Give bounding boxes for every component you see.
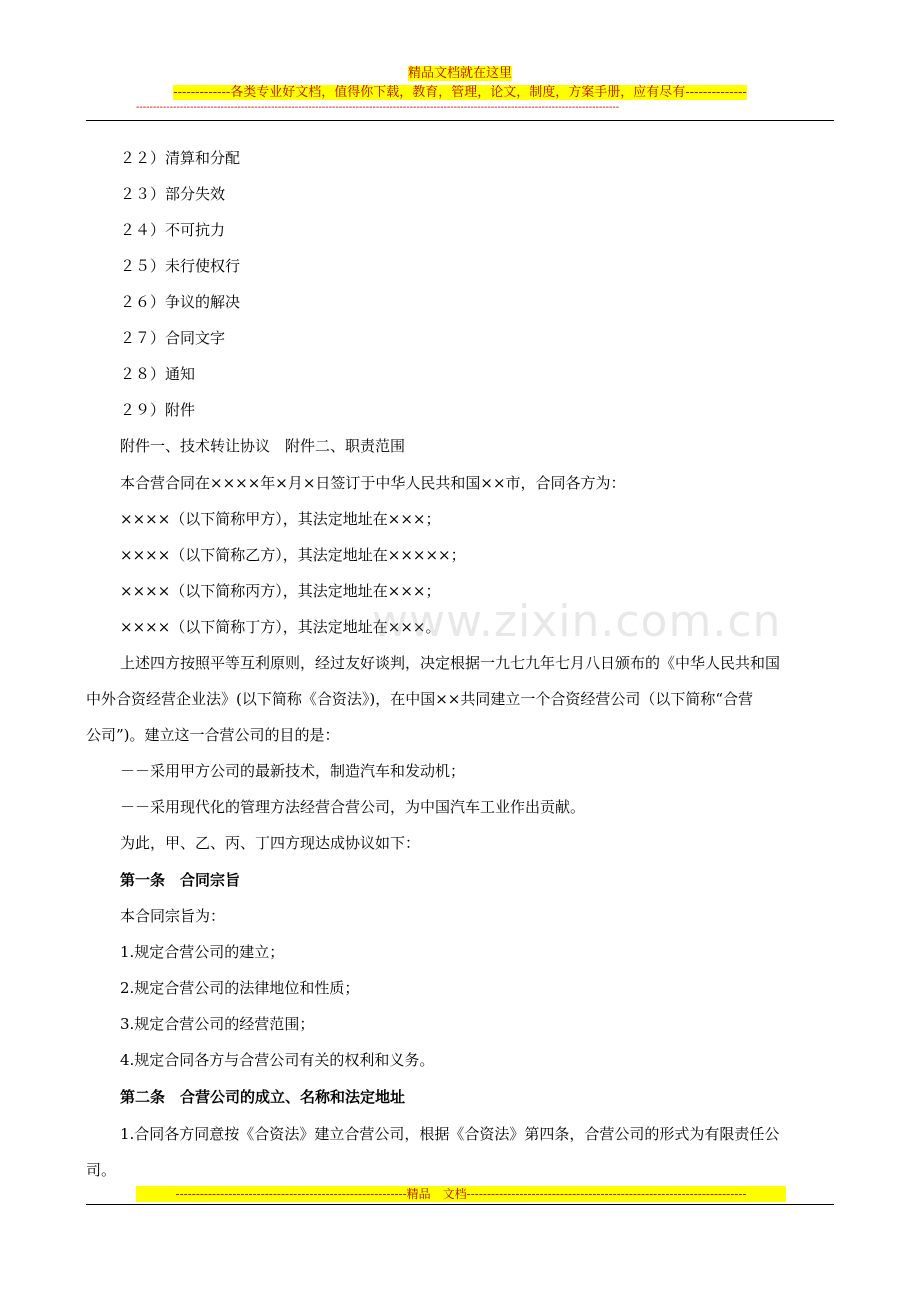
toc-item: ２７）合同文字: [120, 329, 226, 347]
party-d: ××××（以下简称丁方），其法定地址在×××。: [120, 618, 441, 636]
watermark: www.zixin.com.cn: [372, 596, 782, 647]
article-2-paragraph-line: 司。: [86, 1161, 117, 1179]
article-1-item: 2.规定合营公司的法律地位和性质；: [120, 979, 360, 997]
toc-item: ２８）通知: [120, 365, 196, 383]
article-1-item: 1.规定合营公司的建立；: [120, 943, 285, 961]
purpose-paragraph-line: 上述四方按照平等互利原则，经过友好谈判，决定根据一九七九年七月八日颁布的《中华人民共和国: [120, 654, 781, 672]
toc-item: ２４）不可抗力: [120, 221, 226, 239]
article-1-intro: 本合同宗旨为：: [120, 907, 226, 925]
party-a: ××××（以下简称甲方），其法定地址在×××；: [120, 510, 441, 528]
article-1-item: 3.规定合营公司的经营范围；: [120, 1015, 315, 1033]
purpose-item: －－采用甲方公司的最新技术，制造汽车和发动机；: [120, 762, 466, 780]
toc-item: ２３）部分失效: [120, 185, 226, 203]
agreement-line: 为此，甲、乙、丙、丁四方现达成协议如下：: [120, 834, 421, 852]
intro-paragraph: 本合营合同在××××年×月×日签订于中华人民共和国××市，合同各方为：: [120, 474, 626, 492]
article-2-paragraph-line: 1.合同各方同意按《合资法》建立合营公司，根据《合资法》第四条，合营公司的形式为有限责任公: [120, 1125, 780, 1143]
header-dashes: -----------------------------------------------------------------------------------------------------------------------------------------------: [136, 102, 620, 113]
footer-banner: ---------------------------------------------------------精品 文档---------------------------------------------------------------------: [136, 1186, 786, 1202]
article-2-title: 第二条 合营公司的成立、名称和法定地址: [120, 1088, 406, 1106]
purpose-paragraph-line: 中外合资经营企业法》(以下简称《合资法》)，在中国××共同建立一个合资经营公司（以下简称“合营: [86, 690, 754, 708]
footer-rule: [86, 1204, 834, 1205]
purpose-paragraph-line: 公司”)。建立这一合营公司的目的是：: [86, 726, 340, 744]
article-1-item: 4.规定合同各方与合营公司有关的权利和义务。: [120, 1051, 435, 1069]
header-title-text: 精品文档就在这里: [407, 66, 512, 81]
header-title: [0, 66, 920, 82]
toc-item: ２６）争议的解决: [120, 293, 241, 311]
toc-item: ２９）附件: [120, 401, 196, 419]
party-b: ××××（以下简称乙方），其法定地址在×××××；: [120, 546, 466, 564]
header-subtitle: [0, 85, 920, 101]
party-c: ××××（以下简称丙方），其法定地址在×××；: [120, 582, 441, 600]
header-subtitle-text: -------------各类专业好文档，值得你下载，教育，管理，论文，制度，方案手册，应有尽有--------------: [173, 85, 747, 100]
toc-item: ２２）清算和分配: [120, 149, 241, 167]
annex-line: 附件一、技术转让协议 附件二、职责范围: [120, 437, 406, 455]
header-rule: [86, 120, 834, 121]
purpose-item: －－采用现代化的管理方法经营合营公司，为中国汽车工业作出贡献。: [120, 798, 586, 816]
article-1-title: 第一条 合同宗旨: [120, 871, 241, 889]
toc-item: ２５）未行使权行: [120, 257, 241, 275]
